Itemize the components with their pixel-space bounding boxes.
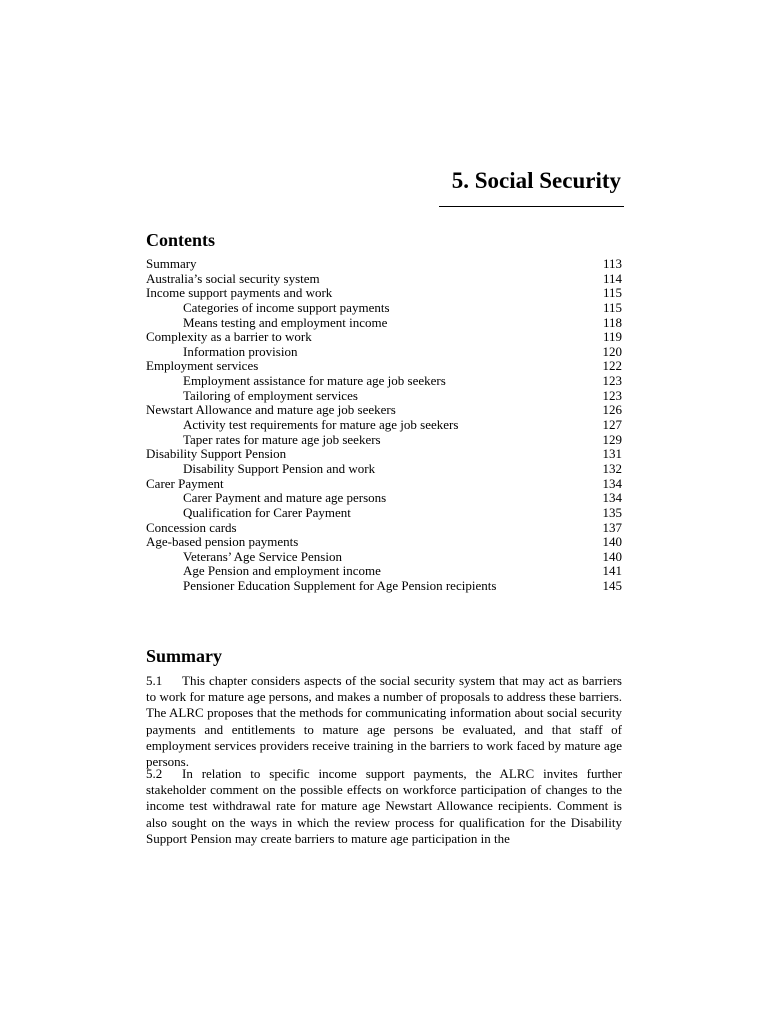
toc-entry-page: 118 [602, 314, 622, 330]
toc-entry [146, 521, 622, 536]
toc-entry-page: 135 [602, 504, 622, 520]
toc-entry [146, 433, 622, 448]
toc-entry-label: Activity test requirements for mature age job seekers [183, 417, 459, 433]
toc-entry-page: 145 [602, 578, 622, 594]
toc-entry-page: 132 [602, 460, 622, 476]
toc-entry-page: 120 [602, 343, 622, 359]
toc-entry-label: Australia’s social security system [146, 270, 320, 286]
title-underline [439, 206, 624, 207]
paragraph-number: 5.1 [146, 673, 163, 688]
toc-entry [146, 535, 622, 550]
toc-entry-label: Concession cards [146, 519, 237, 535]
toc-entry [146, 257, 622, 272]
toc-entry-page: 141 [602, 563, 622, 579]
toc-entry [146, 345, 622, 360]
toc-entry-page: 114 [602, 270, 622, 286]
toc-entry-page: 140 [602, 534, 622, 550]
toc-entry-page: 131 [602, 446, 622, 462]
toc-entry [146, 389, 622, 404]
toc-entry-label: Complexity as a barrier to work [146, 329, 312, 345]
toc-entry-label: Summary [146, 256, 197, 271]
toc-entry-page: 119 [602, 329, 622, 345]
toc-entry [146, 564, 622, 579]
toc-entry-label: Information provision [183, 343, 298, 359]
toc-entry-label: Carer Payment and mature age persons [183, 490, 387, 506]
toc-entry-label: Age Pension and employment income [183, 563, 381, 579]
toc-entry [146, 286, 622, 301]
toc-entry [146, 301, 622, 316]
summary-paragraph-5-2 [146, 766, 622, 847]
toc-entry-page: 127 [602, 417, 622, 433]
toc-entry [146, 403, 622, 418]
toc-entry [146, 418, 622, 433]
toc-entry-label: Taper rates for mature age job seekers [183, 431, 381, 447]
toc-entry [146, 374, 622, 389]
toc-entry-page: 113 [602, 256, 622, 271]
summary-heading: Summary [146, 646, 222, 666]
toc-entry-page: 123 [602, 387, 622, 403]
toc-entry-label: Age-based pension payments [146, 534, 299, 550]
paragraph-text: This chapter considers aspects of the social security system that may act as barriers to work for mature age persons, and makes a number of proposals to address these barriers. The ALRC proposes that the methods for communicating information about social security payments and entitlements to mature age persons be evaluated, and that staff of employment services providers receive training in the barriers to work faced by mature age persons. [146, 673, 622, 770]
toc-entry-label: Veterans’ Age Service Pension [183, 548, 342, 564]
toc-entry-label: Carer Payment [146, 475, 224, 491]
paragraph-text: In relation to specific income support payments, the ALRC invites further stakeholder comment on the possible effects on workforce participation of changes to the income test withdrawal rate for mature age Newstart Allowance recipients. Comment is also sought on the ways in which the review process for qualification for the Disability Support Pension may create barriers to mature age participation in the [146, 766, 622, 846]
toc-entry-label: Qualification for Carer Payment [183, 504, 351, 520]
toc-entry-page: 140 [602, 548, 622, 564]
chapter-title: 5. Social Security [451, 168, 621, 193]
toc-entry-label: Income support payments and work [146, 285, 333, 301]
toc-entry [146, 550, 622, 565]
toc-entry-page: 134 [602, 475, 622, 491]
table-of-contents [146, 257, 622, 594]
toc-entry-page: 115 [602, 299, 622, 315]
toc-entry-page: 115 [602, 285, 622, 301]
toc-entry-label: Categories of income support payments [183, 299, 390, 315]
paragraph-number: 5.2 [146, 766, 163, 781]
toc-entry-label: Employment assistance for mature age job seekers [183, 373, 446, 389]
toc-entry-label: Disability Support Pension and work [183, 460, 376, 476]
toc-entry [146, 272, 622, 287]
toc-entry-page: 137 [602, 519, 622, 535]
summary-paragraph-5-1 [146, 673, 622, 770]
toc-entry [146, 330, 622, 345]
toc-entry-page: 126 [602, 402, 622, 418]
toc-entry-page: 129 [602, 431, 622, 447]
toc-entry [146, 462, 622, 477]
toc-entry [146, 477, 622, 492]
toc-entry-label: Employment services [146, 358, 259, 374]
toc-entry-page: 122 [602, 358, 622, 374]
toc-entry [146, 506, 622, 521]
toc-entry-page: 123 [602, 373, 622, 389]
toc-entry-page: 134 [602, 490, 622, 506]
toc-entry-label: Disability Support Pension [146, 446, 287, 462]
toc-entry-label: Means testing and employment income [183, 314, 388, 330]
toc-entry-label: Tailoring of employment services [183, 387, 358, 403]
toc-entry-label: Pensioner Education Supplement for Age Pension recipients [183, 578, 497, 594]
toc-entry [146, 447, 622, 462]
toc-entry-label: Newstart Allowance and mature age job seekers [146, 402, 396, 418]
toc-entry [146, 579, 622, 594]
toc-entry [146, 491, 622, 506]
toc-entry [146, 316, 622, 331]
toc-entry [146, 359, 622, 374]
contents-heading: Contents [146, 230, 216, 250]
